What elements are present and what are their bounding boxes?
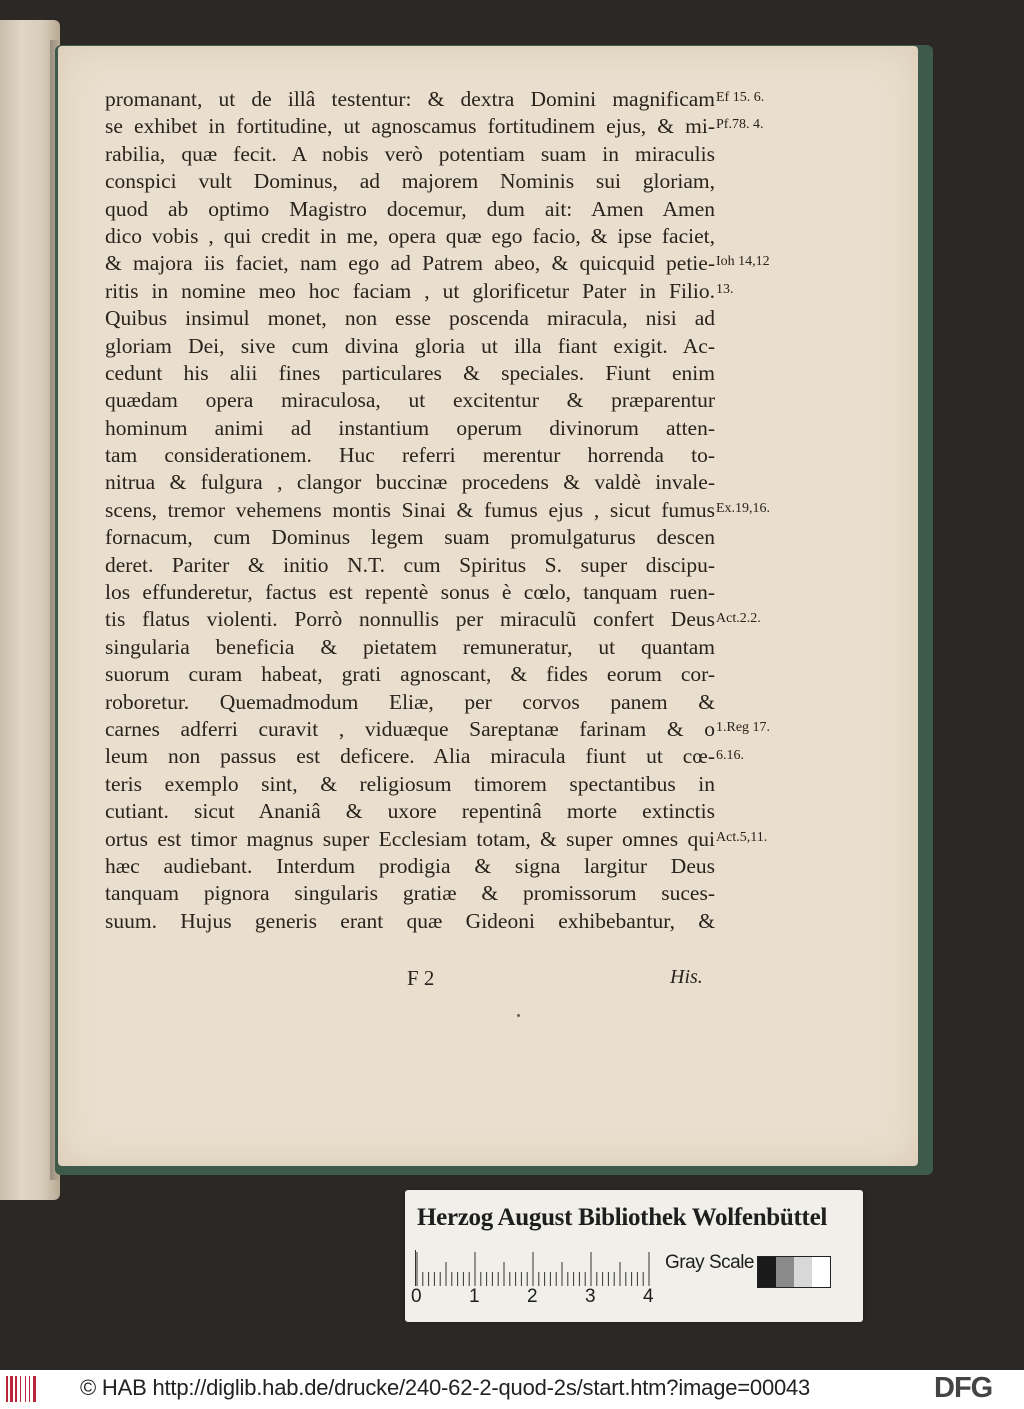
gray-scale-swatches [757, 1256, 831, 1288]
text-line: scens, tremor vehemens montis Sinai & fumus ejus , sicut fumus [105, 497, 715, 522]
gray-swatch [758, 1257, 776, 1287]
margin-note: Act.2.2. [716, 610, 761, 626]
logo-bar [25, 1376, 26, 1402]
text-line: teris exemplo sint, & religiosum timorem spectantibus in [105, 771, 715, 796]
ruler-label: 0 [411, 1286, 422, 1307]
text-line: nitrua & fulgura , clangor buccinæ procedens & valdè invale- [105, 470, 715, 495]
text-line: tam considerationem. Huc referri merentur horrenda to- [105, 443, 715, 468]
text-line: quædam opera miraculosa, ut excitentur & præparentur [105, 388, 715, 413]
ruler-label: 4 [643, 1286, 654, 1307]
text-line: gloriam Dei, sive cum divina gloria ut illa fiant exigit. Ac- [105, 333, 715, 358]
text-line: fornacum, cum Dominus legem suam promulgaturus descen [105, 525, 715, 550]
ruler-label: 1 [469, 1286, 480, 1307]
catchword: His. [670, 966, 703, 988]
text-line: dico vobis , qui credit in me, opera quæ ego facio, & ipse faciet, [105, 223, 715, 248]
logo-bar [6, 1376, 8, 1402]
text-line: leum non passus est deficere. Alia miracula fiunt ut cœ- [105, 744, 715, 769]
text-line: conspici vult Dominus, ad majorem Nominis sui gloriam, [105, 169, 715, 194]
logo-bar [10, 1376, 13, 1402]
text-line: los effunderetur, factus est repentè sonus è cœlo, tanquam ruen- [105, 580, 715, 605]
viewer-footer [0, 1370, 1024, 1409]
margin-note: 13. [716, 281, 734, 297]
text-line: tanquam pignora singularis gratiæ & promissorum suces- [105, 881, 715, 906]
library-name: Herzog August Bibliothek Wolfenbüttel [417, 1204, 828, 1231]
ruler-label: 2 [527, 1286, 538, 1307]
text-line: suorum curam habeat, grati agnoscant, & fides eorum cor- [105, 662, 715, 687]
margin-note: Ef 15. 6. [716, 90, 765, 105]
text-line: promanant, ut de illâ testentur: & dextra Domini magnificam [105, 87, 715, 111]
logo-bar [15, 1376, 17, 1402]
logo-bar [20, 1376, 21, 1402]
margin-note: Ex.19,16. [716, 501, 771, 516]
text-line: cutiant. sicut Ananiâ & uxore repentinâ morte extinctis [105, 799, 715, 824]
text-line: ritis in nomine meo hoc faciam , ut glorificetur Pater in Filio. [105, 278, 715, 303]
signature-mark: F 2 [407, 966, 435, 990]
text-line: hominum animi ad instantium operum divinorum atten- [105, 415, 715, 440]
gray-swatch [794, 1257, 812, 1287]
text-line: tis flatus violenti. Porrò nonnullis per miraculũ confert Deus [105, 607, 715, 632]
text-line: se exhibet in fortitudine, ut agnoscamus fortitudinem ejus, & mi- [105, 114, 715, 139]
ruler-labels [411, 1286, 661, 1310]
dfg-logo: DFG [934, 1372, 993, 1404]
ink-speck [517, 1014, 520, 1017]
text-line: quod ab optimo Magistro docemur, dum ait: Amen Amen [105, 196, 715, 221]
hab-barcode-icon [6, 1374, 46, 1404]
margin-note: Ioh 14,12 [716, 254, 770, 270]
text-line: suum. Hujus generis erant quæ Gideoni exhibebantur, & [105, 908, 715, 933]
text-line: carnes adferri curavit , viduæque Sareptanæ farinam & o [105, 716, 715, 741]
logo-bar [33, 1376, 36, 1402]
logo-bar [29, 1376, 30, 1402]
text-line: & majora iis faciet, nam ego ad Patrem abeo, & quicquid petie- [105, 251, 715, 276]
gray-swatch [812, 1257, 830, 1287]
ruler-label: 3 [585, 1286, 596, 1307]
text-line: deret. Pariter & initio N.T. cum Spiritus S. super discipu- [105, 552, 715, 577]
gray-swatch [776, 1257, 794, 1287]
margin-note: 6.16. [716, 747, 744, 763]
margin-note: 1.Reg 17. [716, 720, 771, 736]
gray-scale-label: Gray Scale [665, 1252, 754, 1273]
text-line: singularia beneficia & pietatem remuneratur, ut quantam [105, 634, 715, 659]
ruler-ticks [416, 1250, 656, 1286]
margin-note: Pf.78. 4. [716, 117, 764, 133]
text-line: Quibus insimul monet, non esse poscenda miracula, nisi ad [105, 306, 715, 331]
color-reference-card [405, 1190, 863, 1322]
text-line: hæc audiebant. Interdum prodigia & signa largitur Deus [105, 853, 715, 878]
text-line: cedunt his alii fines particulares & speciales. Fiunt enim [105, 360, 715, 385]
margin-note: Act.5,11. [716, 829, 768, 845]
text-line: roboretur. Quemadmodum Eliæ, per corvos panem & [105, 689, 715, 714]
footer-url[interactable]: © HAB http://diglib.hab.de/drucke/240-62-2-quod-2s/start.htm?image=00043 [80, 1375, 811, 1400]
text-line: rabilia, quæ fecit. A nobis verò potentiam suam in miraculis [105, 141, 715, 166]
page-text [105, 86, 715, 935]
scale-ruler [415, 1250, 652, 1286]
text-line: ortus est timor magnus super Ecclesiam totam, & super omnes qui [105, 826, 715, 851]
